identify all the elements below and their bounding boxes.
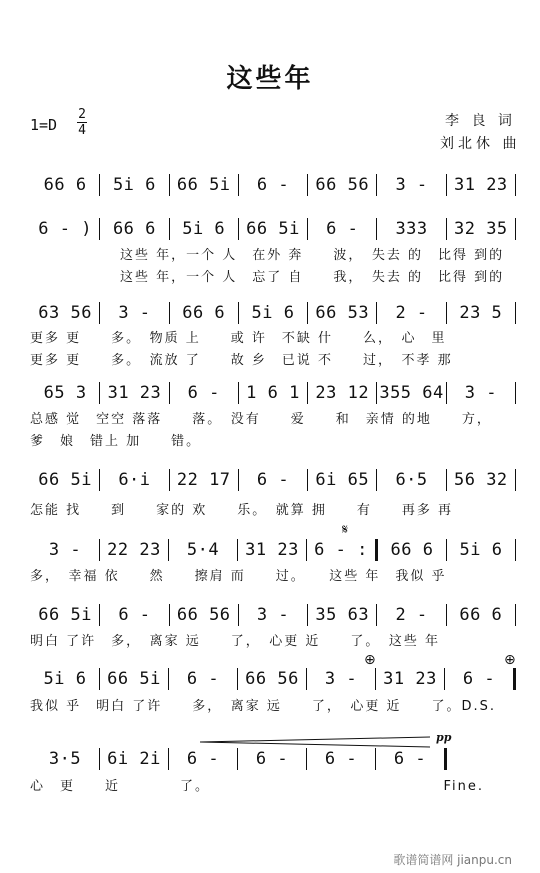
measure: 22 17 (176, 470, 231, 490)
staff-line-3 (30, 300, 516, 326)
time-top: 2 (78, 107, 86, 122)
measure: 333 (395, 219, 428, 239)
measure: 31 23 (107, 383, 162, 403)
measure: 6 - ) (38, 219, 92, 239)
measure: 65 3 (43, 383, 87, 403)
measure: 3 - (118, 303, 151, 323)
measure: 66 5i (176, 175, 231, 195)
measure: 66 56 (176, 605, 231, 625)
lyric-line: 这些 年，一个 人 忘了 自 我， 失去 的 比得 到的 (30, 270, 505, 285)
measure: 31 23 (245, 540, 299, 560)
song-title: 这些年 (226, 64, 314, 94)
measure: 63 56 (38, 303, 92, 323)
measure: 23 5 (459, 303, 503, 323)
barline (515, 539, 516, 561)
measure: 5i 6 (43, 669, 87, 689)
measure: 31 23 (383, 669, 437, 689)
barline (515, 302, 516, 324)
measure: 66 6 (459, 605, 503, 625)
measure: 3·5 (48, 749, 82, 769)
measure: 66 6 (390, 540, 434, 560)
measure: 6 - (255, 749, 289, 769)
lyric-line: 更多 更 多。 流放 了 故 乡 已说 不 过， 不孝 那 (30, 353, 453, 368)
lyric-line: 爹 娘 错上 加 错。 (30, 434, 202, 449)
barline (515, 218, 516, 240)
measure: 5i 6 (182, 219, 226, 239)
measure: 66 53 (315, 303, 370, 323)
staff-line-5 (30, 467, 516, 493)
staff-line-7 (30, 602, 516, 628)
measure: 2 - (395, 605, 428, 625)
composer: 刘北休 曲 (440, 136, 521, 152)
measure: 6 - (186, 749, 220, 769)
measure: 66 5i (246, 219, 300, 239)
key-signature: 1=D (30, 116, 58, 134)
lyric-line: 多， 幸福 依 然 擦肩 而 过。 这些 年 我似 乎 (30, 569, 447, 584)
staff-line-6 (30, 537, 516, 563)
measure: 3 - (395, 175, 428, 195)
measure: 6i 2i (107, 749, 161, 769)
measure: 5·4 (186, 540, 220, 560)
measure: 6 - (324, 749, 358, 769)
staff-line-2 (30, 216, 516, 242)
coda-icon-2: ⊕ (504, 652, 516, 668)
lyric-line: 心 更 近 了。 Fine. (30, 779, 485, 794)
measure: 32 35 (453, 219, 508, 239)
measure: 6 - (393, 749, 427, 769)
staff-line-9 (30, 746, 516, 772)
measure: 56 32 (453, 470, 508, 490)
measure: 6 - (118, 605, 151, 625)
measure: 3 - (256, 605, 290, 625)
coda-icon: ⊕ (364, 652, 376, 668)
measure: 6 - (462, 669, 496, 689)
staff-line-4 (30, 380, 516, 406)
lyric-line: 怎能 找 到 家的 欢 乐。 就算 拥 有 再多 再 (30, 503, 454, 518)
measure: 31 23 (453, 175, 508, 195)
measure: 6 - (187, 383, 220, 403)
measure: 6·5 (395, 470, 428, 490)
barline (515, 382, 516, 404)
measure: 6·i (118, 470, 151, 490)
decrescendo-hairpin (200, 735, 435, 749)
measure: 2 - (395, 303, 428, 323)
lyricist: 李 良 词 (445, 113, 516, 129)
measure: 66 6 (112, 219, 156, 239)
barline (515, 469, 516, 491)
lyric-line: 我似 乎 明白 了许 多， 离家 远 了， 心更 近 了。D.S. (30, 699, 497, 714)
measure: 3 - (324, 669, 358, 689)
lyric-line: 更多 更 多。 物质 上 或 许 不缺 什 么， 心 里 (30, 331, 447, 346)
measure: 23 12 (315, 383, 370, 403)
measure: 5i 6 (112, 175, 156, 195)
measure: 6 - (256, 175, 290, 195)
measure: 66 5i (38, 470, 92, 490)
dynamic-marking: pp (436, 731, 452, 744)
measure: 6i 65 (315, 470, 370, 490)
site-watermark: 歌谱简谱网 jianpu.cn (393, 853, 512, 867)
measure: 6 - (186, 669, 220, 689)
lyric-line: 这些 年，一个 人 在外 奔 波， 失去 的 比得 到的 (30, 248, 505, 263)
measure: 35 63 (315, 605, 370, 625)
lyric-line: 明白 了许 多， 离家 远 了， 心更 近 了。 这些 年 (30, 634, 441, 649)
measure: 5i 6 (251, 303, 295, 323)
time-bottom: 4 (78, 123, 86, 138)
measure: 66 56 (315, 175, 370, 195)
barline (515, 174, 516, 196)
measure: 66 5i (107, 669, 161, 689)
lyric-line: 总感 觉 空空 落落 落。 没有 爱 和 亲情 的地 方， (30, 412, 492, 427)
time-signature (76, 108, 88, 137)
measure: 6 - (256, 470, 290, 490)
measure: 5i 6 (459, 540, 503, 560)
measure: 6 - : (314, 540, 368, 560)
measure: 66 5i (38, 605, 92, 625)
measure: 355 64 (379, 383, 444, 403)
staff-line-1 (30, 172, 516, 198)
measure: 66 6 (182, 303, 226, 323)
measure: 6 - (326, 219, 359, 239)
barline (515, 604, 516, 626)
measure: 1 6 1 (246, 383, 300, 403)
measure (447, 746, 515, 772)
staff-line-8 (30, 666, 516, 692)
measure: 3 - (464, 383, 497, 403)
measure: 22 23 (107, 540, 161, 560)
measure: 3 - (48, 540, 82, 560)
measure: 66 6 (43, 175, 87, 195)
segno-icon: 𝄋 (342, 522, 349, 538)
barline (513, 668, 516, 690)
measure: 66 56 (245, 669, 299, 689)
